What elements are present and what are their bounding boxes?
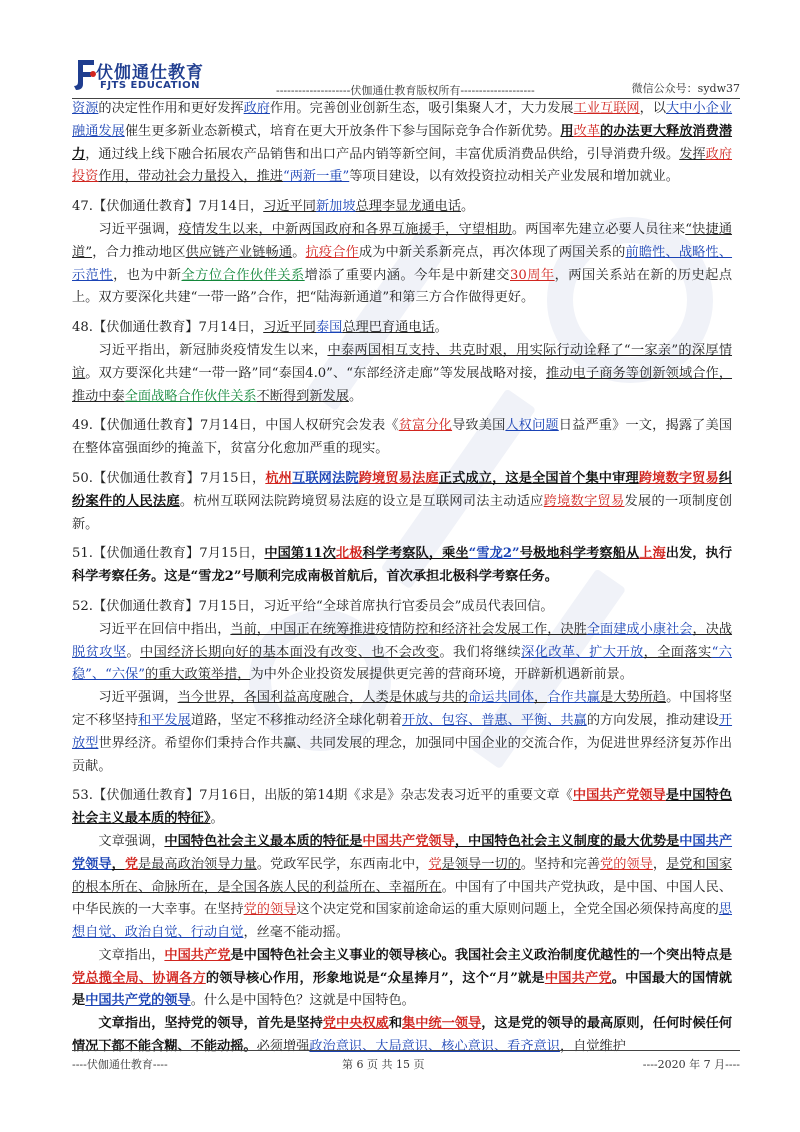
txt: ， (111, 856, 125, 872)
txt: 当前，中国正在统筹推进疫情防控和经济社会发展工作，决胜 (230, 621, 587, 637)
txt: 文章指出，坚持党的领导，首先是坚持 (98, 1016, 323, 1032)
txt: 。党政军民学，东西南北中， (256, 856, 429, 872)
txt: 。中国最大的国情就是 (72, 970, 732, 1009)
txt: 发挥 (679, 146, 706, 162)
item-53-body-2 (72, 945, 732, 1013)
kw: 党 (124, 856, 139, 872)
kw: 资源 (72, 101, 99, 116)
kw: 北极 (335, 546, 363, 562)
txt: ，以 (639, 101, 667, 116)
txt: 催生更多新业态新模式，培育在更大开放条件下参与国际竞争合作新优势。 (124, 123, 561, 139)
footer-brand: ----伏伽通仕教育---- (72, 1058, 168, 1071)
kw: 大中小企业融通发展 (72, 101, 733, 139)
txt: 。杭州互联网法院跨境贸易法庭的设立是互联网司法主动适应 (179, 493, 544, 509)
item-48-title (72, 317, 732, 340)
item-52-body-2 (72, 687, 732, 778)
item-51 (72, 543, 732, 589)
txt: 出发，执行科学考察任务。这是“雪龙2”号顺利完成南极首航后，首次承担北极科学考察任务。 (72, 546, 733, 585)
txt: ，全面落实 (643, 644, 712, 660)
kw: 深化改革、扩大开放 (521, 644, 644, 660)
txt: ， (534, 690, 548, 706)
kw: 中国共产党领导 (72, 833, 733, 872)
txt: 是党和国家的根本所在、命脉所在，是全国各族人民的利益所在、幸福所在 (72, 856, 733, 895)
txt: 推动电子商务等创新领域合作，推动中泰 (72, 365, 733, 404)
kw: 跨境数字贸易 (543, 493, 625, 509)
kw: 跨境数字贸易 (638, 470, 719, 486)
txt: 习近平同 (263, 199, 316, 215)
kw: 中国共产党 (544, 970, 612, 986)
kw: 中国共产党 (164, 947, 231, 963)
txt: 的重大政策举措， (144, 667, 251, 683)
txt: 增添了重要内涵。今年是中新建交 (304, 267, 510, 283)
txt: 47.【伏伽通仕教育】7月14日， (72, 199, 264, 215)
kw: 政府投资 (72, 146, 733, 185)
document-body (72, 98, 732, 1059)
footer-date: ----2020 年 7 月---- (642, 1058, 740, 1071)
item-53-body-1 (72, 831, 732, 945)
kw: 政治意识、大局意识、核心意识、看齐意识 (309, 1039, 560, 1055)
txt: ，决战 (692, 621, 733, 637)
kw: 全面战略合作伙伴关系 (124, 388, 257, 404)
txt: 。 (348, 388, 363, 404)
kw: 中国共产党领导 (572, 788, 666, 804)
kw: “两新一重” (283, 169, 350, 185)
kw: 抗疫合作 (305, 244, 359, 260)
txt: 科学考察队，乘坐 (362, 546, 469, 562)
copyright-notice: --------------------伏伽通仕教育版权所有-------------------- (276, 84, 535, 97)
kw: 用 (560, 123, 574, 139)
txt: ，通过线上线下融合拓展农产品销售和出口产品内销等新空间，丰富优质消费品供给，引导消费升级。 (85, 146, 680, 162)
txt: 。 (210, 811, 224, 827)
txt: ， (652, 856, 667, 872)
kw: “雪龙2” (468, 546, 520, 562)
txt: 是领导一切的 (441, 856, 521, 872)
txt: 50.【伏伽通仕教育】7月15日， (72, 470, 266, 486)
txt: 习近平强调， (98, 690, 178, 706)
txt: 。两国率先建立必要人员往来 (511, 221, 686, 237)
txt: 中国第11次 (264, 546, 336, 562)
kw: 全面建成小康社会 (586, 621, 693, 637)
txt: 的决定性作用和更好发挥 (98, 101, 244, 116)
txt: 的领导核心作用，形象地说是“众星捧月”，这个“月”就是 (205, 970, 545, 986)
txt: 是中国特色社会主义最本质的特征》 (72, 788, 733, 827)
txt: 。我们将继续 (439, 644, 522, 660)
paragraph-continued (72, 98, 732, 189)
kw: 人权问题 (505, 418, 559, 434)
txt: 是中国特色社会主义事业的领导核心。我国社会主义政治制度优越性的一个突出特点是 (230, 947, 733, 963)
brand-name-en: FJTS EDUCATION (100, 80, 201, 91)
kw: 开放型 (72, 712, 733, 751)
txt: 文章强调， (98, 833, 165, 849)
kw: 思想自觉、政治自觉、行动自觉 (72, 902, 733, 941)
txt: ，合力推动地区 (92, 244, 186, 260)
txt: 习近平在回信中指出， (98, 621, 231, 637)
kw: 杭州 (265, 470, 292, 486)
txt: 。中国将坚定不移坚持 (72, 690, 733, 728)
txt: 道路，坚定不移推动经济全球化朝着 (190, 712, 403, 728)
txt: 中泰两国相互支持、共克时艰，用实际行动诠释了“一家亲”的深厚情谊 (72, 342, 733, 381)
kw: 脱贫攻坚 (72, 644, 127, 660)
kw: 中国共产党的领导 (85, 993, 191, 1009)
item-47-title (72, 196, 732, 219)
txt: ，丝毫不能动摇。 (243, 925, 349, 941)
txt: 为中外企业投资发展提供更完善的营商环境，开辟新机遇新前景。 (250, 667, 633, 683)
kw: 政府 (243, 101, 271, 116)
txt: 48.【伏伽通仕教育】7月14日， (72, 320, 264, 336)
txt: ，这是党的领导的最高原则，任何时候任何情况下都不能含糊、不能动摇。 (72, 1016, 733, 1055)
item-53-title (72, 785, 732, 831)
kw: 上海 (639, 546, 666, 562)
item-52-body-1 (72, 619, 732, 687)
kw: 开放、包容、普惠、平衡、共赢 (402, 712, 587, 728)
kw: 泰国 (315, 320, 343, 336)
txt: 和 (388, 1016, 403, 1032)
kw: 贫富分化 (398, 418, 453, 434)
kw: 集中统一领导 (402, 1016, 482, 1032)
txt: 必须增强 (256, 1039, 310, 1055)
page-number: 第 6 页 共 15 页 (342, 1058, 425, 1071)
txt: 等项目建设，以有效投资拉动相关产业发展和增加就业。 (349, 169, 679, 185)
txt: 总理巴育通电话 (342, 320, 435, 336)
kw: 的办法更大释放消费潜力 (72, 123, 733, 162)
wechat-account: 微信公众号：sydw37 (631, 82, 740, 95)
txt: 51.【伏伽通仕教育】7月15日， (72, 546, 265, 562)
txt: 这个决定党和国家前途命运的重大原则问题上，全党全国必须保持高度的 (296, 902, 719, 918)
txt: 世界经济。希望你们秉持合作共赢、共同发展的理念，加强同中国企业的交流合作，为促进世界经济复苏作出贡献。 (72, 735, 733, 774)
txt: 49.【伏伽通仕教育】7月14日，中国人权研究会发表《 (72, 418, 399, 434)
txt: 。双方要深化共建“一带一路”同“泰国4.0”、“东部经济走廊”等发展战略对接， (85, 365, 547, 381)
kw: 工业互联网 (573, 101, 640, 116)
txt: 作用。完善创业创新生态，吸引集聚人才，大力发展 (270, 101, 574, 116)
page-header (72, 52, 740, 100)
txt: 53.【伏伽通仕教育】7月16日，出版的第14期《求是》杂志发表习近平的重要文章《 (72, 788, 573, 804)
kw: 命运共同体 (468, 690, 535, 706)
txt: ，中国特色社会主义制度的最大优势是 (454, 833, 680, 849)
kw: “六稳”、“六保” (72, 644, 732, 683)
item-50 (72, 468, 732, 536)
brand-logo-icon (72, 58, 98, 92)
txt: 习近平强调， (98, 221, 179, 237)
txt: ，两国关系站在新的历史起点上。双方要深化共建“一带一路”合作，把“陆海新通道”和第三方合作做得更好。 (72, 267, 733, 306)
txt: 。 (292, 244, 306, 260)
txt: 导致美国 (452, 418, 506, 434)
txt: 。 (461, 199, 475, 215)
txt: 文章指出， (98, 947, 165, 963)
txt: 中国特色社会主义最本质的特征是 (164, 833, 363, 849)
item-47-body (72, 219, 732, 310)
txt: 。中国有了中国共产党执政，是中国、中国人民、中华民族的一大幸事。在坚持 (72, 879, 733, 918)
txt: 中国经济长期向好的基本面没有改变、也不会改变 (140, 644, 440, 660)
kw: 新加坡 (315, 199, 356, 215)
txt: 日益严重》一文，揭露了美国在整体富强面纱的掩盖下，贫富分化愈加严重的现实。 (72, 418, 733, 457)
brand-name-cn: 伏伽通仕教育 (96, 63, 204, 83)
kw: 党总揽全局、协调各方 (72, 970, 206, 986)
txt: 。 (126, 644, 141, 660)
item-52-title (72, 596, 732, 619)
kw: 党的领导 (600, 856, 653, 872)
kw: 改革 (573, 123, 601, 139)
brand-logo (72, 52, 202, 96)
txt: 发展的一项制度创新。 (72, 493, 733, 532)
page-footer (72, 1050, 740, 1080)
footer-divider (72, 1050, 740, 1051)
txt: 作用，带动社会力量投入，推进 (98, 169, 283, 185)
txt: 不断得到新发展 (256, 388, 349, 404)
txt: 当今世界，各国利益高度融合，人类是休戚与共的 (177, 690, 469, 706)
txt: 号极地科学考察船从 (519, 546, 640, 562)
txt: ，自觉维护 (559, 1039, 626, 1055)
kw: 党的领导 (243, 902, 297, 918)
kw: 中国共产党领导 (362, 833, 455, 849)
kw: 合作共赢 (547, 690, 601, 706)
kw: 跨境贸易法庭 (358, 470, 439, 486)
kw: 互联网法院 (292, 470, 359, 486)
txt: 习近平同 (263, 320, 316, 336)
txt: 52.【伏伽通仕教育】7月15日，习近平给“全球首席执行官委员会”成员代表回信。 (72, 598, 554, 614)
txt: 总理李显龙通电话 (355, 199, 462, 215)
kw: 党中央权威 (322, 1016, 389, 1032)
kw: 前瞻性、战略性、示范性 (72, 244, 733, 283)
txt: 的方向发展，推动建设 (586, 712, 719, 728)
txt: 习近平指出，新冠肺炎疫情发生以来， (98, 342, 328, 358)
txt: 疫情发生以来，中新两国政府和各界互施援手，守望相助 (178, 221, 512, 237)
txt: 供应链产业链畅通 (185, 244, 293, 260)
kw: 和平发展 (138, 712, 191, 728)
txt: 成为中新关系新亮点，再次体现了两国关系的 (358, 244, 626, 260)
txt: 是最高政治领导力量 (138, 856, 257, 872)
kw: 30周年 (509, 267, 555, 283)
txt: 纠纷案件的人民法庭 (72, 470, 733, 509)
item-49 (72, 415, 732, 461)
kw: 全方位合作伙伴关系 (181, 267, 305, 283)
txt: ，也为中新 (113, 267, 182, 283)
txt: 。 (434, 320, 448, 336)
kw: 党 (428, 856, 442, 872)
txt: 。什么是中国特色？这就是中国特色。 (190, 993, 415, 1009)
txt: 正式成立，这是全国首个集中审理 (438, 470, 639, 486)
item-48-body (72, 340, 732, 408)
txt: “快捷通道” (72, 221, 733, 260)
txt: 。坚持和完善 (520, 856, 601, 872)
txt: 是大势所趋 (600, 690, 667, 706)
